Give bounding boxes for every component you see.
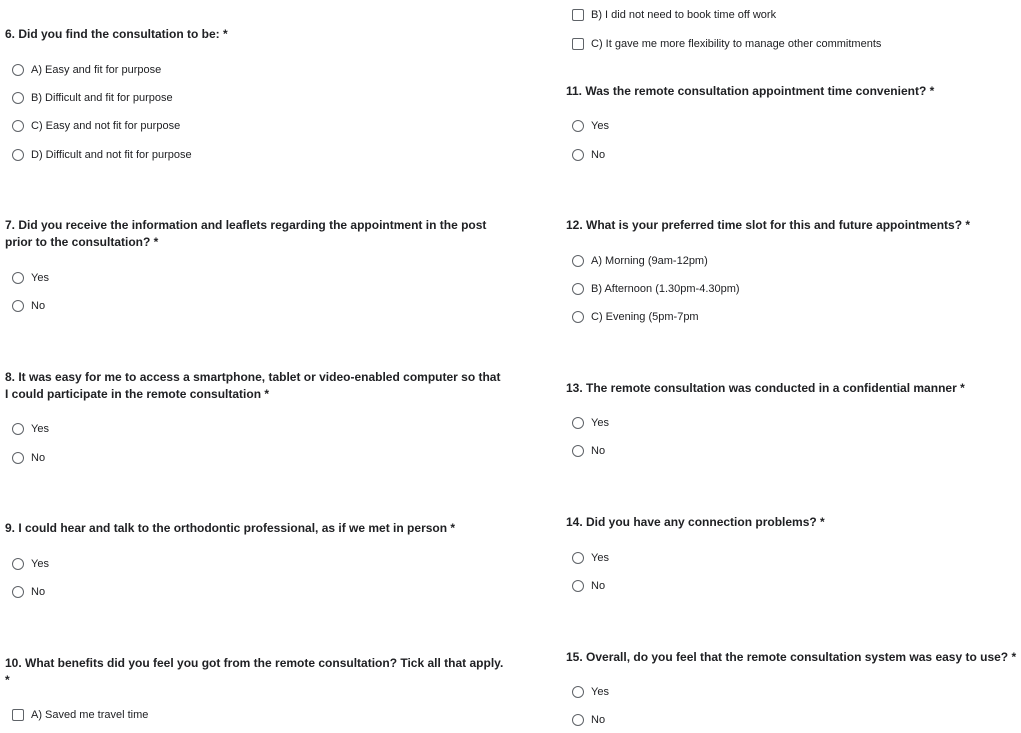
radio-button[interactable] xyxy=(12,64,24,76)
q10-title-line1: 10. What benefits did you feel you got from the remote consultation? Tick all that apply. xyxy=(5,656,504,670)
q11-option-yes[interactable] xyxy=(572,117,609,135)
radio-button[interactable] xyxy=(572,445,584,457)
radio-button[interactable] xyxy=(12,558,24,570)
option-label: No xyxy=(591,580,606,592)
option-label: B) Afternoon (1.30pm-4.30pm) xyxy=(591,283,740,295)
q15-option-no[interactable] xyxy=(572,711,605,729)
option-label: Yes xyxy=(591,686,609,698)
radio-button[interactable] xyxy=(572,149,584,161)
option-label: No xyxy=(591,445,606,457)
q7-option-no[interactable] xyxy=(12,297,45,315)
option-label: No xyxy=(31,300,46,312)
q9-option-yes[interactable] xyxy=(12,555,49,573)
option-label: A) Easy and fit for purpose xyxy=(31,64,162,76)
option-label: No xyxy=(31,586,46,598)
q13-option-no[interactable] xyxy=(572,442,605,460)
option-label: B) I did not need to book time off work xyxy=(591,9,777,21)
q12-option-b[interactable] xyxy=(572,280,740,298)
q10-title xyxy=(5,655,503,689)
option-label: Yes xyxy=(31,558,49,570)
q14-option-yes[interactable] xyxy=(572,549,609,567)
option-label: C) It gave me more flexibility to manage other commitments xyxy=(591,38,882,50)
q7-option-yes[interactable] xyxy=(12,269,49,287)
q10-option-b[interactable] xyxy=(572,6,776,24)
option-label: C) Evening (5pm-7pm xyxy=(591,311,699,323)
q9-title: 9. I could hear and talk to the orthodontic professional, as if we met in person * xyxy=(5,521,456,535)
radio-button[interactable] xyxy=(12,300,24,312)
q15-title: 15. Overall, do you feel that the remote consultation system was easy to use? * xyxy=(566,650,1017,664)
checkbox[interactable] xyxy=(572,9,584,21)
q7-title-line2: prior to the consultation? * xyxy=(5,235,159,249)
q14-option-no[interactable] xyxy=(572,577,605,595)
option-label: Yes xyxy=(591,417,609,429)
radio-button[interactable] xyxy=(572,417,584,429)
q6-option-c[interactable] xyxy=(12,117,180,135)
option-label: B) Difficult and fit for purpose xyxy=(31,92,173,104)
option-label: Yes xyxy=(31,272,49,284)
q10-title-line2: * xyxy=(5,673,10,687)
q6-option-b[interactable] xyxy=(12,89,173,107)
q12-title: 12. What is your preferred time slot for this and future appointments? * xyxy=(566,218,971,232)
radio-button[interactable] xyxy=(572,311,584,323)
radio-button[interactable] xyxy=(12,120,24,132)
q6-option-d[interactable] xyxy=(12,146,192,164)
q11-title: 11. Was the remote consultation appointment time convenient? * xyxy=(566,84,935,98)
q8-title-line1: 8. It was easy for me to access a smartphone, tablet or video-enabled computer so that xyxy=(5,370,501,384)
q9-option-no[interactable] xyxy=(12,583,45,601)
radio-button[interactable] xyxy=(572,552,584,564)
option-label: A) Morning (9am-12pm) xyxy=(591,255,708,267)
radio-button[interactable] xyxy=(12,423,24,435)
radio-button[interactable] xyxy=(12,586,24,598)
q8-option-no[interactable] xyxy=(12,449,45,467)
radio-button[interactable] xyxy=(12,149,24,161)
option-label: No xyxy=(591,714,606,726)
radio-button[interactable] xyxy=(572,714,584,726)
q13-title: 13. The remote consultation was conducted in a confidential manner * xyxy=(566,381,965,395)
radio-button[interactable] xyxy=(572,580,584,592)
radio-button[interactable] xyxy=(572,120,584,132)
q11-option-no[interactable] xyxy=(572,146,605,164)
option-label: C) Easy and not fit for purpose xyxy=(31,120,181,132)
radio-button[interactable] xyxy=(12,452,24,464)
option-label: A) Saved me travel time xyxy=(31,709,149,721)
q15-option-yes[interactable] xyxy=(572,683,609,701)
q12-option-c[interactable] xyxy=(572,308,699,326)
radio-button[interactable] xyxy=(572,686,584,698)
q6-option-a[interactable] xyxy=(12,61,161,79)
q7-title xyxy=(5,217,486,251)
option-label: Yes xyxy=(591,552,609,564)
radio-button[interactable] xyxy=(12,272,24,284)
q7-title-line1: 7. Did you receive the information and leaflets regarding the appointment in the post xyxy=(5,218,487,232)
checkbox[interactable] xyxy=(12,709,24,721)
q12-option-a[interactable] xyxy=(572,252,708,270)
q10-option-a[interactable] xyxy=(12,706,148,724)
q8-option-yes[interactable] xyxy=(12,420,49,438)
radio-button[interactable] xyxy=(572,255,584,267)
option-label: No xyxy=(591,149,606,161)
q14-title: 14. Did you have any connection problems? * xyxy=(566,515,825,529)
radio-button[interactable] xyxy=(572,283,584,295)
q8-title-line2: I could participate in the remote consultation * xyxy=(5,387,270,401)
option-label: D) Difficult and not fit for purpose xyxy=(31,149,192,161)
option-label: Yes xyxy=(31,423,49,435)
q13-option-yes[interactable] xyxy=(572,414,609,432)
checkbox[interactable] xyxy=(572,38,584,50)
option-label: No xyxy=(31,452,46,464)
q6-title: 6. Did you find the consultation to be: * xyxy=(5,27,228,41)
radio-button[interactable] xyxy=(12,92,24,104)
q8-title xyxy=(5,369,500,403)
option-label: Yes xyxy=(591,120,609,132)
q10-option-c[interactable] xyxy=(572,35,881,53)
